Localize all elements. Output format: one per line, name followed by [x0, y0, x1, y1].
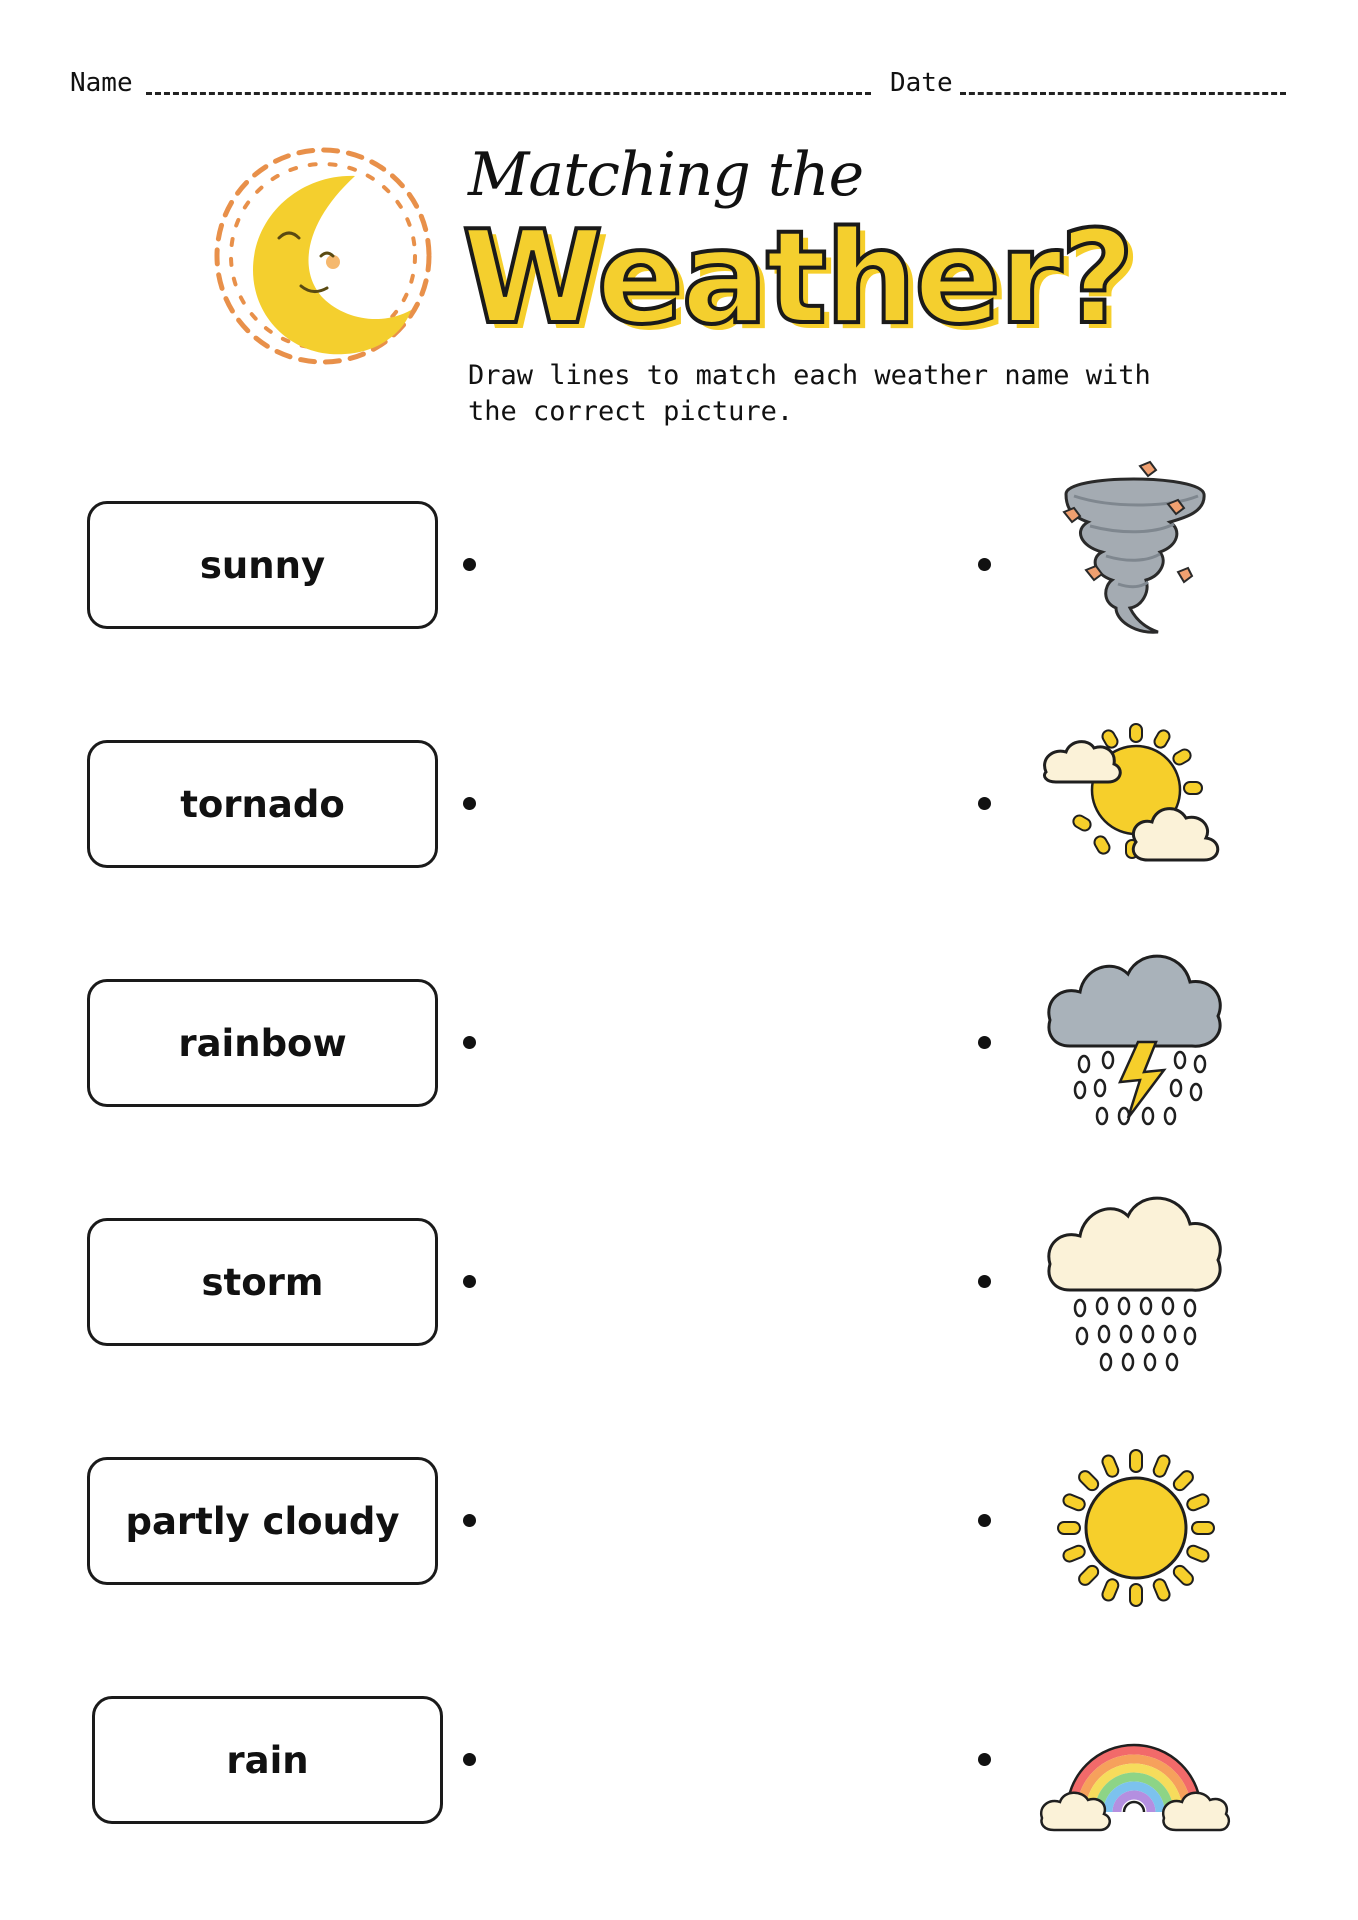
- rain-icon[interactable]: [1040, 1186, 1230, 1376]
- word-label: partly cloudy: [125, 1499, 400, 1543]
- name-label: Name: [70, 68, 133, 98]
- sun-icon[interactable]: [1056, 1448, 1216, 1608]
- rainbow-icon[interactable]: [1036, 1708, 1232, 1834]
- left-dot[interactable]: [463, 558, 476, 571]
- right-dot[interactable]: [978, 797, 991, 810]
- word-label: storm: [201, 1260, 324, 1304]
- storm-icon[interactable]: [1040, 942, 1230, 1132]
- left-dot[interactable]: [463, 1036, 476, 1049]
- word-label: sunny: [199, 543, 326, 587]
- left-dot[interactable]: [463, 1514, 476, 1527]
- word-label: rain: [226, 1738, 309, 1782]
- word-label: rainbow: [178, 1021, 347, 1065]
- word-box-rain[interactable]: [92, 1696, 443, 1824]
- date-label: Date: [890, 68, 953, 98]
- right-dot[interactable]: [978, 1514, 991, 1527]
- word-label: tornado: [180, 782, 345, 826]
- right-dot[interactable]: [978, 1275, 991, 1288]
- name-field[interactable]: [146, 92, 871, 95]
- left-dot[interactable]: [463, 1275, 476, 1288]
- left-dot[interactable]: [463, 1753, 476, 1766]
- right-dot[interactable]: [978, 558, 991, 571]
- partly-cloudy-icon[interactable]: [1036, 718, 1230, 868]
- moon-icon: [205, 130, 445, 380]
- word-box-partly-cloudy[interactable]: [87, 1457, 438, 1585]
- left-dot[interactable]: [463, 797, 476, 810]
- date-field[interactable]: [960, 92, 1286, 95]
- page-title: Weather?: [462, 204, 1133, 353]
- right-dot[interactable]: [978, 1753, 991, 1766]
- word-box-rainbow[interactable]: [87, 979, 438, 1107]
- right-dot[interactable]: [978, 1036, 991, 1049]
- word-box-tornado[interactable]: [87, 740, 438, 868]
- word-box-storm[interactable]: [87, 1218, 438, 1346]
- word-box-sunny[interactable]: [87, 501, 438, 629]
- tornado-icon[interactable]: [1050, 460, 1220, 640]
- instructions: Draw lines to match each weather name with the correct picture.: [468, 360, 1151, 427]
- title-script: Matching the: [468, 140, 864, 210]
